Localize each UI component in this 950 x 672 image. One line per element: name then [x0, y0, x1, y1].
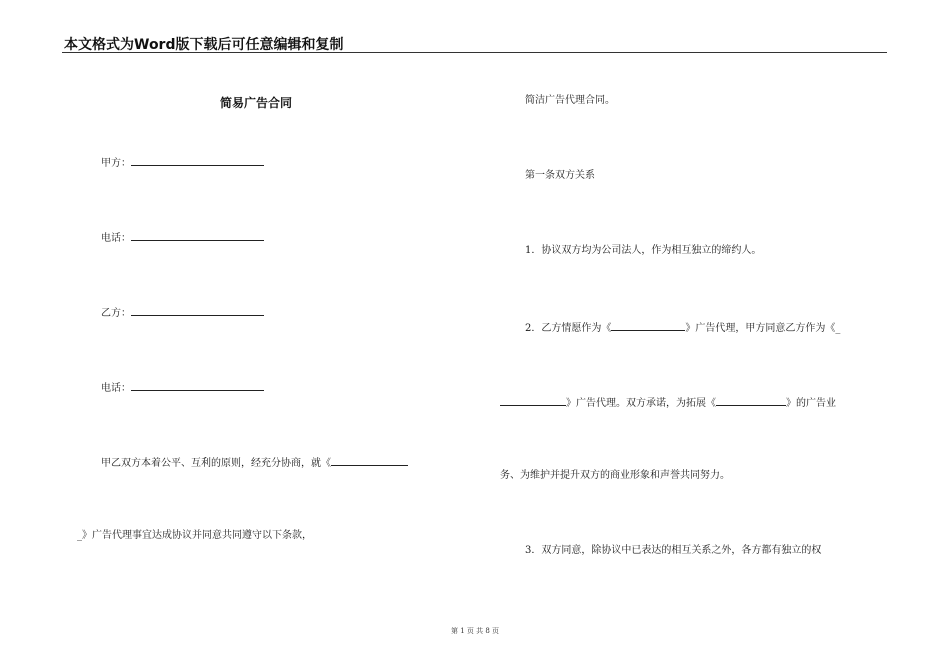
intro-text-line1: 甲乙双方本着公平、互利的原则，经充分协商，就《 [101, 458, 331, 469]
clause-2-text-d: 》的广告业 [786, 398, 836, 409]
party-b-blank [131, 305, 264, 316]
clause-2-line-2 [500, 395, 836, 410]
section-1-heading: 第一条双方关系 [525, 170, 595, 181]
phone-b-field [101, 380, 264, 395]
clause-2-line-1 [525, 320, 840, 335]
party-a-blank [131, 155, 264, 166]
party-b-field [101, 305, 264, 320]
clause-2-text-a: 2．乙方情愿作为《 [525, 323, 612, 334]
clause-2-blank-2 [500, 395, 566, 406]
phone-a-blank [131, 230, 264, 241]
phone-a-label: 电话： [101, 233, 131, 244]
intro-paragraph-line1 [101, 455, 408, 470]
party-a-label: 甲方： [101, 158, 131, 169]
clause-2-line-3: 务、为维护并提升双方的商业形象和声誉共同努力。 [500, 470, 730, 481]
phone-b-label: 电话： [101, 383, 131, 394]
document-title: 简易广告合同 [220, 96, 293, 110]
clause-2-text-b: 》广告代理，甲方同意乙方作为《_ [685, 323, 841, 334]
intro-blank [331, 455, 408, 466]
intro-text-line2: 广告代理事宜达成协议并同意共同遵守以下条款， [92, 530, 312, 541]
clause-1: 1．协议双方均为公司法人，作为相互独立的缔约人。 [525, 245, 762, 256]
header-divider [62, 52, 887, 53]
page-footer: 第 1 页 共 8 页 [450, 627, 500, 635]
clause-2-blank-3 [716, 395, 786, 406]
party-a-field [101, 155, 264, 170]
clause-3-line-1: 3．双方同意，除协议中已表达的相互关系之外，各方都有独立的权 [525, 545, 822, 556]
phone-a-field [101, 230, 264, 245]
clause-2-text-c: 》广告代理。双方承诺，为拓展《 [566, 398, 716, 409]
phone-b-blank [131, 380, 264, 391]
header-title: 本文格式为Word版下载后可任意编辑和复制 [64, 37, 344, 53]
clause-2-blank-1 [611, 320, 685, 331]
party-b-label: 乙方： [101, 308, 131, 319]
intro-paragraph-line2 [77, 530, 312, 542]
intro-text-line2-prefix: _》 [77, 530, 92, 541]
right-line-1: 简洁广告代理合同。 [525, 95, 615, 106]
